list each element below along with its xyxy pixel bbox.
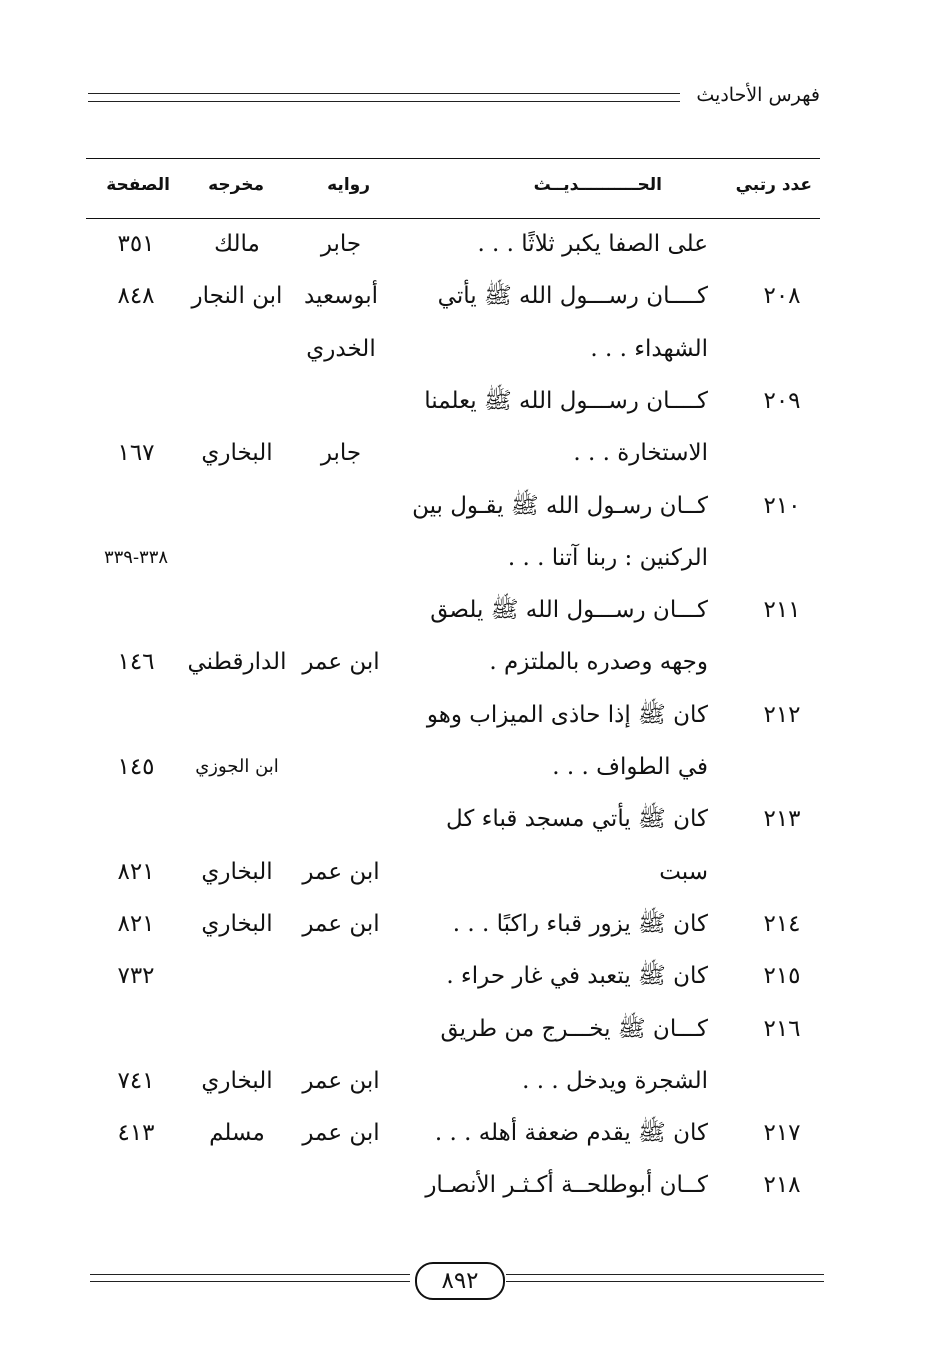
entry-number: ٢١٣: [763, 806, 801, 832]
source: البخاري: [201, 1068, 273, 1094]
page-reference: ٨٢١: [117, 911, 155, 937]
header-source: مخرجه: [208, 175, 264, 195]
source: ابن النجار: [191, 283, 283, 309]
source: البخاري: [201, 859, 273, 885]
narrator: ابن عمر: [302, 911, 380, 937]
narrator: جابر: [320, 440, 362, 466]
entry-number: ٢١١: [763, 597, 801, 623]
hadith-text: كـــان رســـول الله ﷺ يلصق: [430, 597, 708, 623]
entry-number: ٢٠٨: [763, 283, 801, 309]
header-double-rule: [88, 93, 680, 102]
header-hadith: الحــــــــــديــث: [533, 175, 662, 195]
hadith-text: كان ﷺ إذا حاذى الميزاب وهو: [426, 702, 708, 728]
source: الدارقطني: [187, 649, 287, 675]
narrator: جابر: [320, 231, 362, 257]
narrator: ابن عمر: [302, 1120, 380, 1146]
source: البخاري: [201, 440, 273, 466]
entry-number: ٢١٤: [763, 911, 801, 937]
hadith-text: كــــان رســـول الله ﷺ يعلمنا: [424, 388, 708, 414]
page-number: ٨٩٢: [415, 1262, 505, 1300]
narrator: أبوسعيد: [303, 283, 379, 309]
entry-number: ٢١٦: [763, 1016, 801, 1042]
source: مسلم: [209, 1120, 265, 1146]
hadith-text: على الصفا يكبر ثلاثًا . . .: [477, 231, 708, 257]
hadith-text: في الطواف . . .: [552, 754, 708, 780]
source: ابن الجوزي: [195, 756, 279, 777]
hadith-text: الشهداء . . .: [590, 336, 708, 362]
page-reference: ٣٣٨-٣٣٩: [103, 547, 169, 568]
hadith-text: سبت: [659, 859, 708, 885]
table-top-rule: [86, 158, 820, 159]
entry-number: ٢١٨: [763, 1172, 801, 1198]
source: مالك: [214, 231, 260, 257]
hadith-text: كــان رسـول الله ﷺ يقـول بين: [412, 493, 708, 519]
source: البخاري: [201, 911, 273, 937]
page-reference: ١٦٧: [117, 440, 155, 466]
hadith-text: الشجرة ويدخل . . .: [522, 1068, 708, 1094]
page-reference: ١٤٦: [117, 649, 155, 675]
narrator: الخدري: [306, 336, 376, 362]
hadith-text: وجهه وصدره بالملتزم .: [489, 649, 708, 675]
header-narrator: روايه: [327, 175, 370, 195]
footer-rule-left: [90, 1274, 410, 1282]
hadith-text: كــان أبوطلحــة أكـثـر الأنصـار: [425, 1172, 708, 1198]
hadith-text: كان ﷺ يزور قباء راكبًا . . .: [452, 911, 708, 937]
entry-number: ٢١٠: [763, 493, 801, 519]
page-reference: ٨٤٨: [117, 283, 155, 309]
hadith-text: الاستخارة . . .: [573, 440, 708, 466]
hadith-text: كان ﷺ يتعبد في غار حراء .: [446, 963, 708, 989]
hadith-text: كان ﷺ يقدم ضعفة أهله . . .: [434, 1120, 708, 1146]
header-page: الصفحة: [106, 175, 170, 195]
header-number: عدد رتبي: [735, 175, 812, 195]
entry-number: ٢١٥: [763, 963, 801, 989]
narrator: ابن عمر: [302, 859, 380, 885]
page-reference: ٤١٣: [117, 1120, 155, 1146]
footer-rule-right: [506, 1274, 824, 1282]
hadith-text: الركنين : ربنا آتنا . . .: [507, 545, 708, 571]
page-reference: ٨٢١: [117, 859, 155, 885]
page-reference: ٣٥١: [117, 231, 155, 257]
page-reference: ٧٤١: [117, 1068, 155, 1094]
narrator: ابن عمر: [302, 1068, 380, 1094]
page-reference: ١٤٥: [117, 754, 155, 780]
table-header-rule: [86, 218, 820, 219]
page-reference: ٧٣٢: [117, 963, 155, 989]
entry-number: ٢٠٩: [763, 388, 801, 414]
entry-number: ٢١٢: [763, 702, 801, 728]
hadith-text: كان ﷺ يأتي مسجد قباء كل: [445, 806, 708, 832]
hadith-text: كـــان ﷺ يخـــرج من طريق: [440, 1016, 708, 1042]
entry-number: ٢١٧: [763, 1120, 801, 1146]
running-head: فهرس الأحاديث: [696, 84, 820, 106]
narrator: ابن عمر: [302, 649, 380, 675]
hadith-text: كــــان رســـول الله ﷺ يأتي: [437, 283, 708, 309]
